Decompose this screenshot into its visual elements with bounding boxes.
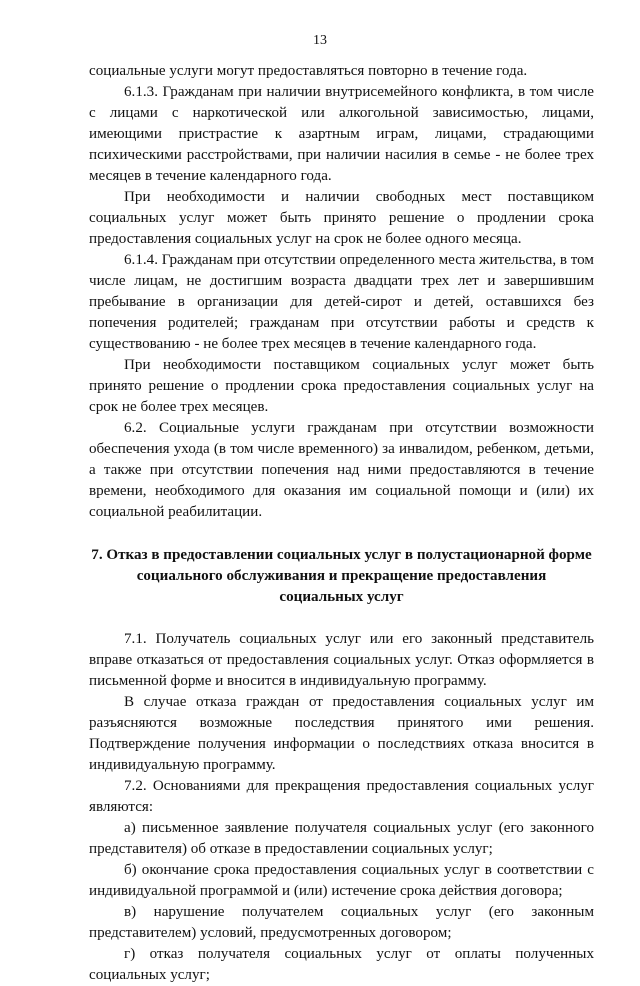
paragraph-7-2: 7.2. Основаниями для прекращения предоставления социальных услуг являются: bbox=[89, 778, 594, 815]
paragraph-continuation: социальные услуги могут предоставляться повторно в течение года. bbox=[89, 63, 528, 79]
section-heading bbox=[89, 545, 594, 608]
paragraph-6-1-3: 6.1.3. Гражданам при наличии внутрисемейного конфликта, в том числе с лицами с наркотической или алкогольной зависимостью, лицами, имеющими пристрастие к азартным играм, лицами, страдающими психическими расстройствами, при наличии насилия в семье - не более трех месяцев в течение календарного года. bbox=[89, 84, 594, 184]
section-heading-line-1: 7. Отказ в предоставлении социальных услуг в полустационарной форме bbox=[91, 547, 592, 563]
paragraph-6-1-4: 6.1.4. Гражданам при отсутствии определенного места жительства, в том числе лицам, не достигшим возраста двадцати трех лет и завершившим пребывание в организации для детей-сирот и детей, оставшихся без попечения родителей; гражданам при отсутствии работы и средств к существованию - не более трех месяцев в течение календарного года. bbox=[89, 252, 594, 352]
paragraph-7-1-refusal: В случае отказа граждан от предоставления социальных услуг им разъясняются возможные последствия принятого ими решения. Подтверждение получения информации о последствиях отказа вносится в индивидуальную программу. bbox=[89, 694, 594, 773]
list-item-v: в) нарушение получателем социальных услуг (его законным представителем) условий, предусмотренных договором; bbox=[89, 904, 594, 941]
section-heading-line-2: социального обслуживания и прекращение предоставления bbox=[136, 568, 547, 584]
paragraph-7-1: 7.1. Получатель социальных услуг или его законный представитель вправе отказаться от предоставления социальных услуг. Отказ оформляется в письменной форме и вносится в индивидуальную программу. bbox=[89, 631, 594, 689]
paragraph-6-1-3-extension: При необходимости и наличии свободных мест поставщиком социальных услуг может быть принято решение о продлении срока предоставления социальных услуг на срок не более одного месяца. bbox=[89, 189, 594, 247]
paragraph-6-1-4-extension: При необходимости поставщиком социальных услуг может быть принято решение о продлении срока предоставления социальных услуг на срок не более трех месяцев. bbox=[89, 357, 594, 415]
paragraph-6-2: 6.2. Социальные услуги гражданам при отсутствии возможности обеспечения ухода (в том числе временного) за инвалидом, ребенком, детьми, а также при отсутствии попечения над ними предоставляются в течение времени, необходимого для оказания им социальной помощи и (или) их социальной реабилитации. bbox=[89, 420, 594, 520]
list-item-b: б) окончание срока предоставления социальных услуг в соответствии с индивидуальной программой и (или) истечение срока действия договора; bbox=[89, 862, 594, 899]
section-heading-line-3: социальных услуг bbox=[279, 589, 404, 605]
document-body bbox=[89, 61, 594, 986]
page-number: 13 bbox=[313, 33, 327, 48]
list-item-g: г) отказ получателя социальных услуг от оплаты полученных социальных услуг; bbox=[89, 946, 594, 983]
list-item-a: а) письменное заявление получателя социальных услуг (его законного представителя) об отказе в предоставлении социальных услуг; bbox=[89, 820, 594, 857]
